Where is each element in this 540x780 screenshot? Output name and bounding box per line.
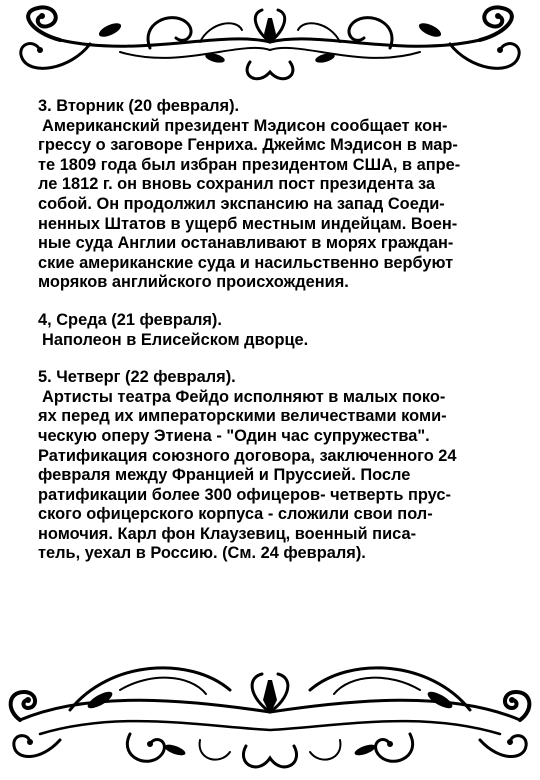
entry-line: номочия. Карл фон Клаузевиц, военный писа-	[38, 524, 417, 543]
entry-tuesday	[38, 97, 508, 293]
entry-line: Артисты театра Фейдо исполняют в малых поко-	[42, 387, 446, 406]
entry-line: ные суда Англии останавливают в морях граждан-	[38, 234, 454, 253]
entry-line: грессу о заговоре Генриха. Джеймс Мэдисон в мар-	[38, 136, 458, 155]
entry-thursday	[38, 368, 508, 564]
bottom-ornament	[0, 650, 540, 780]
entry-title: 4, Среда (21 февраля).	[38, 310, 222, 329]
entry-line: ле 1812 г. он вновь сохранил пост президента за	[38, 175, 436, 194]
entry-line: ях перед их императорскими величествами коми-	[38, 407, 447, 426]
entry-title: 5. Четверг (22 февраля).	[38, 368, 236, 387]
entry-line: те 1809 года был избран президентом США, в апре-	[38, 155, 461, 174]
entry-line: ненных Штатов в ущерб местным индейцам. Воен-	[38, 214, 458, 233]
document-body	[38, 97, 508, 582]
entry-line: тель, уехал в Россию. (См. 24 февраля).	[38, 544, 366, 563]
entry-line: ского офицерского корпуса - сложили свои пол-	[38, 505, 433, 524]
entry-line: ратификации более 300 офицеров- четверть прус-	[38, 485, 451, 504]
entry-line: моряков английского происхождения.	[38, 273, 349, 292]
entry-line: Ратификация союзного договора, заключенного 24	[38, 446, 457, 465]
entry-title: 3. Вторник (20 февраля).	[38, 97, 240, 115]
entry-line: ские американские суда и насильственно вербуют	[38, 253, 454, 272]
entry-line: февраля между Францией и Пруссией. После	[38, 466, 411, 485]
top-ornament	[0, 0, 540, 90]
entry-line: Американский президент Мэдисон сообщает кон-	[42, 116, 448, 135]
entry-line: Наполеон в Елисейском дворце.	[42, 330, 309, 349]
entry-line: ческую оперу Этиена - "Один час супружества".	[38, 426, 430, 445]
entry-wednesday	[38, 311, 508, 350]
entry-line: собой. Он продолжил экспансию на запад Соеди-	[38, 194, 445, 213]
